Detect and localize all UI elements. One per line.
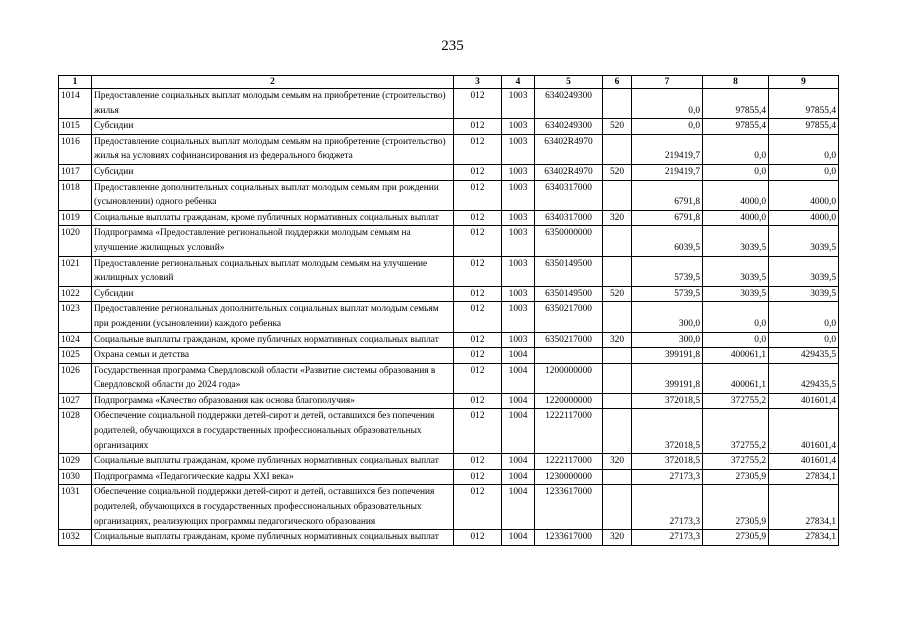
cell-amount-2: 0,0 xyxy=(703,164,769,180)
row-number: 1026 xyxy=(59,363,92,393)
cell-section-code: 1003 xyxy=(502,180,535,210)
cell-amount-3: 0,0 xyxy=(769,164,839,180)
cell-section-code: 1004 xyxy=(502,348,535,364)
table-row xyxy=(59,409,839,454)
cell-amount-2: 372755,2 xyxy=(703,409,769,454)
cell-amount-3: 0,0 xyxy=(769,134,839,164)
cell-amount-1: 27173,3 xyxy=(632,469,703,485)
table-row xyxy=(59,485,839,530)
row-name: Подпрограмма «Предоставление региональной поддержки молодым семьям на улучшение жилищных условий» xyxy=(92,226,454,256)
table-row xyxy=(59,89,839,119)
cell-target-code: 6350217000 xyxy=(535,332,603,348)
table-row xyxy=(59,286,839,302)
cell-section-code: 1004 xyxy=(502,454,535,470)
row-number: 1022 xyxy=(59,286,92,302)
cell-section-code: 1003 xyxy=(502,210,535,226)
row-name: Социальные выплаты гражданам, кроме публичных нормативных социальных выплат xyxy=(92,332,454,348)
cell-target-code: 1222117000 xyxy=(535,409,603,454)
cell-ministry-code: 012 xyxy=(454,363,502,393)
cell-amount-2: 97855,4 xyxy=(703,119,769,135)
cell-amount-3: 3039,5 xyxy=(769,286,839,302)
cell-amount-1: 27173,3 xyxy=(632,530,703,546)
cell-amount-2: 400061,1 xyxy=(703,348,769,364)
column-header: 8 xyxy=(703,76,769,89)
row-name: Предоставление социальных выплат молодым семьям на приобретение (строительство) жилья на условиях софинансирования из федерального бюджета xyxy=(92,134,454,164)
cell-amount-1: 219419,7 xyxy=(632,164,703,180)
cell-section-code: 1004 xyxy=(502,409,535,454)
cell-ministry-code: 012 xyxy=(454,409,502,454)
cell-target-code: 6340317000 xyxy=(535,180,603,210)
row-name: Предоставление региональных социальных выплат молодым семьям на улучшение жилищных условий xyxy=(92,256,454,286)
cell-amount-3: 401601,4 xyxy=(769,393,839,409)
row-number: 1014 xyxy=(59,89,92,119)
cell-amount-1: 0,0 xyxy=(632,119,703,135)
cell-amount-1: 219419,7 xyxy=(632,134,703,164)
cell-ministry-code: 012 xyxy=(454,485,502,530)
row-name: Подпрограмма «Качество образования как основа благополучия» xyxy=(92,393,454,409)
column-header: 3 xyxy=(454,76,502,89)
row-number: 1015 xyxy=(59,119,92,135)
cell-amount-1: 5739,5 xyxy=(632,286,703,302)
table-row xyxy=(59,226,839,256)
cell-target-code: 1200000000 xyxy=(535,363,603,393)
table-row xyxy=(59,302,839,332)
column-header: 7 xyxy=(632,76,703,89)
cell-expense-type: 520 xyxy=(603,119,632,135)
header-row xyxy=(59,76,839,89)
row-name: Социальные выплаты гражданам, кроме публичных нормативных социальных выплат xyxy=(92,530,454,546)
column-header: 2 xyxy=(92,76,454,89)
cell-amount-2: 0,0 xyxy=(703,134,769,164)
cell-amount-2: 27305,9 xyxy=(703,469,769,485)
cell-section-code: 1004 xyxy=(502,363,535,393)
table-row xyxy=(59,256,839,286)
cell-target-code: 63402R4970 xyxy=(535,164,603,180)
cell-section-code: 1003 xyxy=(502,134,535,164)
cell-amount-3: 4000,0 xyxy=(769,180,839,210)
cell-target-code: 6340317000 xyxy=(535,210,603,226)
cell-amount-2: 3039,5 xyxy=(703,226,769,256)
cell-amount-3: 3039,5 xyxy=(769,226,839,256)
cell-section-code: 1003 xyxy=(502,332,535,348)
row-number: 1023 xyxy=(59,302,92,332)
cell-expense-type xyxy=(603,226,632,256)
column-header: 5 xyxy=(535,76,603,89)
cell-expense-type xyxy=(603,469,632,485)
cell-target-code: 6350149500 xyxy=(535,286,603,302)
cell-amount-1: 0,0 xyxy=(632,89,703,119)
table-row xyxy=(59,332,839,348)
cell-amount-3: 97855,4 xyxy=(769,119,839,135)
cell-expense-type: 520 xyxy=(603,286,632,302)
cell-target-code: 6340249300 xyxy=(535,89,603,119)
cell-amount-1: 372018,5 xyxy=(632,454,703,470)
cell-amount-3: 401601,4 xyxy=(769,454,839,470)
row-number: 1030 xyxy=(59,469,92,485)
cell-expense-type xyxy=(603,393,632,409)
row-name: Субсидии xyxy=(92,286,454,302)
cell-section-code: 1003 xyxy=(502,119,535,135)
cell-expense-type xyxy=(603,409,632,454)
cell-amount-2: 27305,9 xyxy=(703,530,769,546)
row-number: 1019 xyxy=(59,210,92,226)
row-name: Субсидии xyxy=(92,119,454,135)
cell-amount-2: 4000,0 xyxy=(703,210,769,226)
cell-expense-type: 320 xyxy=(603,210,632,226)
cell-expense-type: 320 xyxy=(603,332,632,348)
row-number: 1018 xyxy=(59,180,92,210)
table-row xyxy=(59,363,839,393)
cell-amount-1: 6791,8 xyxy=(632,180,703,210)
table-row xyxy=(59,348,839,364)
cell-target-code: 6350217000 xyxy=(535,302,603,332)
cell-section-code: 1003 xyxy=(502,286,535,302)
column-header: 9 xyxy=(769,76,839,89)
row-name: Предоставление социальных выплат молодым семьям на приобретение (строительство) жилья xyxy=(92,89,454,119)
cell-amount-2: 372755,2 xyxy=(703,393,769,409)
cell-section-code: 1004 xyxy=(502,393,535,409)
cell-amount-3: 0,0 xyxy=(769,332,839,348)
row-name: Предоставление региональных дополнительных социальных выплат молодым семьям при рождении (усыновлении) каждого ребенка xyxy=(92,302,454,332)
cell-amount-3: 27834,1 xyxy=(769,485,839,530)
cell-amount-3: 27834,1 xyxy=(769,469,839,485)
cell-expense-type xyxy=(603,363,632,393)
cell-expense-type: 320 xyxy=(603,530,632,546)
row-number: 1021 xyxy=(59,256,92,286)
table-body xyxy=(59,89,839,546)
row-number: 1024 xyxy=(59,332,92,348)
cell-amount-1: 5739,5 xyxy=(632,256,703,286)
cell-section-code: 1003 xyxy=(502,164,535,180)
table-row xyxy=(59,210,839,226)
budget-table xyxy=(58,75,839,546)
row-number: 1017 xyxy=(59,164,92,180)
cell-amount-3: 429435,5 xyxy=(769,363,839,393)
cell-section-code: 1003 xyxy=(502,89,535,119)
cell-target-code: 63402R4970 xyxy=(535,134,603,164)
cell-ministry-code: 012 xyxy=(454,256,502,286)
cell-amount-2: 97855,4 xyxy=(703,89,769,119)
cell-amount-1: 399191,8 xyxy=(632,348,703,364)
cell-ministry-code: 012 xyxy=(454,454,502,470)
row-number: 1020 xyxy=(59,226,92,256)
cell-amount-2: 400061,1 xyxy=(703,363,769,393)
cell-ministry-code: 012 xyxy=(454,286,502,302)
cell-amount-2: 0,0 xyxy=(703,302,769,332)
cell-amount-1: 27173,3 xyxy=(632,485,703,530)
cell-target-code: 1233617000 xyxy=(535,485,603,530)
cell-expense-type xyxy=(603,485,632,530)
cell-amount-2: 4000,0 xyxy=(703,180,769,210)
cell-section-code: 1003 xyxy=(502,226,535,256)
row-number: 1025 xyxy=(59,348,92,364)
table-row xyxy=(59,164,839,180)
row-name: Обеспечение социальной поддержки детей-сирот и детей, оставшихся без попечения родителей, обучающихся в государственных профессиональных образовательных организациях xyxy=(92,409,454,454)
cell-amount-3: 4000,0 xyxy=(769,210,839,226)
row-name: Социальные выплаты гражданам, кроме публичных нормативных социальных выплат xyxy=(92,210,454,226)
cell-ministry-code: 012 xyxy=(454,393,502,409)
cell-target-code: 6350149500 xyxy=(535,256,603,286)
cell-ministry-code: 012 xyxy=(454,89,502,119)
cell-expense-type xyxy=(603,180,632,210)
cell-amount-2: 372755,2 xyxy=(703,454,769,470)
cell-amount-3: 401601,4 xyxy=(769,409,839,454)
table-row xyxy=(59,180,839,210)
cell-amount-1: 300,0 xyxy=(632,332,703,348)
column-header: 1 xyxy=(59,76,92,89)
row-name: Обеспечение социальной поддержки детей-сирот и детей, оставшихся без попечения родителей, обучающихся в государственных профессиональных образовательных организациях, реализующих программы педагогического образования xyxy=(92,485,454,530)
cell-amount-1: 372018,5 xyxy=(632,393,703,409)
cell-expense-type xyxy=(603,348,632,364)
cell-ministry-code: 012 xyxy=(454,530,502,546)
cell-amount-1: 300,0 xyxy=(632,302,703,332)
row-name: Подпрограмма «Педагогические кадры XXI века» xyxy=(92,469,454,485)
cell-ministry-code: 012 xyxy=(454,119,502,135)
cell-amount-3: 27834,1 xyxy=(769,530,839,546)
table-row xyxy=(59,119,839,135)
cell-amount-3: 0,0 xyxy=(769,302,839,332)
cell-target-code: 1233617000 xyxy=(535,530,603,546)
cell-target-code: 1220000000 xyxy=(535,393,603,409)
cell-section-code: 1003 xyxy=(502,302,535,332)
cell-amount-3: 97855,4 xyxy=(769,89,839,119)
cell-amount-3: 3039,5 xyxy=(769,256,839,286)
cell-section-code: 1004 xyxy=(502,530,535,546)
cell-amount-1: 399191,8 xyxy=(632,363,703,393)
cell-amount-2: 0,0 xyxy=(703,332,769,348)
cell-target-code: 6350000000 xyxy=(535,226,603,256)
page-number: 235 xyxy=(441,38,464,54)
table-row xyxy=(59,530,839,546)
row-name: Предоставление дополнительных социальных выплат молодым семьям при рождении (усыновлении) одного ребенка xyxy=(92,180,454,210)
cell-section-code: 1003 xyxy=(502,256,535,286)
cell-expense-type: 520 xyxy=(603,164,632,180)
cell-expense-type xyxy=(603,256,632,286)
cell-ministry-code: 012 xyxy=(454,348,502,364)
cell-ministry-code: 012 xyxy=(454,469,502,485)
cell-ministry-code: 012 xyxy=(454,134,502,164)
row-number: 1028 xyxy=(59,409,92,454)
cell-expense-type xyxy=(603,89,632,119)
cell-expense-type: 320 xyxy=(603,454,632,470)
cell-section-code: 1004 xyxy=(502,485,535,530)
cell-expense-type xyxy=(603,134,632,164)
cell-expense-type xyxy=(603,302,632,332)
cell-ministry-code: 012 xyxy=(454,332,502,348)
row-number: 1029 xyxy=(59,454,92,470)
cell-amount-3: 429435,5 xyxy=(769,348,839,364)
cell-target-code xyxy=(535,348,603,364)
table-row xyxy=(59,134,839,164)
cell-ministry-code: 012 xyxy=(454,180,502,210)
row-number: 1031 xyxy=(59,485,92,530)
cell-ministry-code: 012 xyxy=(454,210,502,226)
cell-ministry-code: 012 xyxy=(454,302,502,332)
cell-section-code: 1004 xyxy=(502,469,535,485)
cell-ministry-code: 012 xyxy=(454,164,502,180)
column-header: 6 xyxy=(603,76,632,89)
row-number: 1016 xyxy=(59,134,92,164)
column-header: 4 xyxy=(502,76,535,89)
cell-amount-2: 3039,5 xyxy=(703,256,769,286)
row-name: Государственная программа Свердловской области «Развитие системы образования в Свердловской области до 2024 года» xyxy=(92,363,454,393)
cell-amount-1: 372018,5 xyxy=(632,409,703,454)
cell-target-code: 1222117000 xyxy=(535,454,603,470)
row-number: 1027 xyxy=(59,393,92,409)
row-number: 1032 xyxy=(59,530,92,546)
cell-target-code: 6340249300 xyxy=(535,119,603,135)
cell-ministry-code: 012 xyxy=(454,226,502,256)
cell-amount-2: 27305,9 xyxy=(703,485,769,530)
cell-amount-2: 3039,5 xyxy=(703,286,769,302)
table-row xyxy=(59,393,839,409)
cell-target-code: 1230000000 xyxy=(535,469,603,485)
table-row xyxy=(59,469,839,485)
row-name: Социальные выплаты гражданам, кроме публичных нормативных социальных выплат xyxy=(92,454,454,470)
row-name: Субсидии xyxy=(92,164,454,180)
row-name: Охрана семьи и детства xyxy=(92,348,454,364)
table-row xyxy=(59,454,839,470)
cell-amount-1: 6039,5 xyxy=(632,226,703,256)
cell-amount-1: 6791,8 xyxy=(632,210,703,226)
